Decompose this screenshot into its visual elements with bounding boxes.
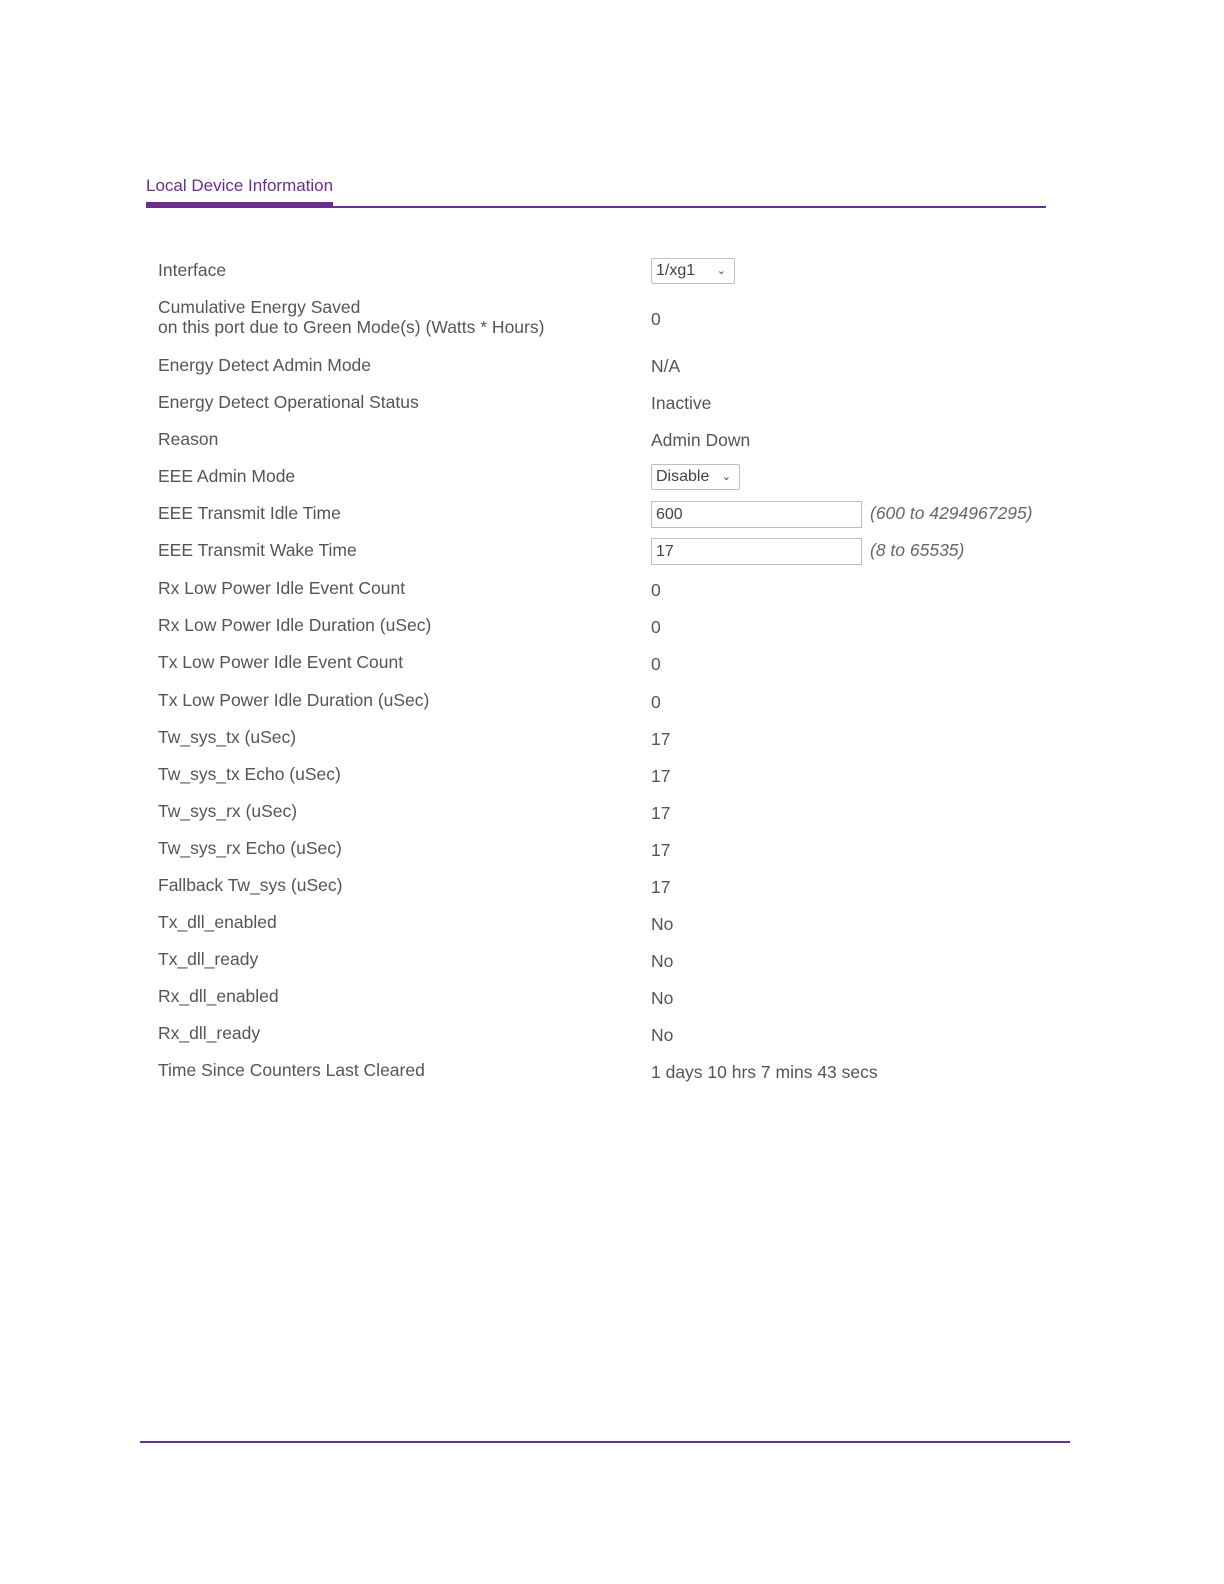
energy-detect-operational-status-label: Energy Detect Operational Status bbox=[158, 392, 419, 412]
cumulative-energy-label-line2: on this port due to Green Mode(s) (Watts * Hours) bbox=[158, 317, 545, 337]
row-rx-lpi-event-count bbox=[146, 536, 1046, 600]
tx-dll-ready-value: No bbox=[651, 951, 674, 971]
tx-dll-enabled-label: Tx_dll_enabled bbox=[158, 912, 277, 932]
eee-transmit-idle-time-hint: (600 to 4294967295) bbox=[870, 503, 1033, 523]
tw-sys-rx-label: Tw_sys_rx (uSec) bbox=[158, 801, 298, 821]
row-energy-detect-operational-status bbox=[146, 349, 1046, 413]
rx-lpi-duration-label: Rx Low Power Idle Duration (uSec) bbox=[158, 615, 432, 635]
rx-dll-ready-label: Rx_dll_ready bbox=[158, 1023, 261, 1043]
tw-sys-tx-echo-value: 17 bbox=[651, 766, 671, 786]
reason-label: Reason bbox=[158, 429, 219, 449]
row-reason bbox=[146, 386, 1046, 450]
local-device-information-panel bbox=[146, 174, 1046, 1082]
tw-sys-tx-value: 17 bbox=[651, 729, 671, 749]
interface-label: Interface bbox=[158, 260, 227, 280]
row-eee-admin-mode bbox=[146, 424, 1046, 486]
rx-lpi-event-count-label: Rx Low Power Idle Event Count bbox=[158, 578, 406, 598]
tx-lpi-duration-label: Tx Low Power Idle Duration (uSec) bbox=[158, 690, 430, 710]
row-tw-sys-tx bbox=[146, 686, 1046, 749]
energy-detect-admin-mode-value: N/A bbox=[651, 356, 681, 376]
reason-value: Admin Down bbox=[651, 430, 751, 450]
tx-lpi-event-count-label: Tx Low Power Idle Event Count bbox=[158, 652, 404, 672]
row-time-since-cleared bbox=[146, 1024, 1046, 1082]
chevron-down-icon: ⌄ bbox=[721, 471, 731, 483]
row-eee-transmit-idle-time bbox=[146, 461, 1046, 523]
rx-dll-enabled-value: No bbox=[651, 988, 674, 1008]
eee-admin-mode-label: EEE Admin Mode bbox=[158, 466, 296, 486]
time-since-cleared-value: 1 days 10 hrs 7 mins 43 secs bbox=[651, 1062, 878, 1082]
row-energy-detect-admin-mode bbox=[146, 309, 1046, 376]
tw-sys-tx-echo-label: Tw_sys_tx Echo (uSec) bbox=[158, 764, 341, 784]
row-tx-dll-enabled bbox=[146, 874, 1046, 934]
fallback-tw-sys-value: 17 bbox=[651, 877, 671, 897]
row-rx-dll-ready bbox=[146, 986, 1046, 1045]
chevron-down-icon: ⌄ bbox=[716, 265, 726, 277]
panel-title: Local Device Information bbox=[146, 176, 333, 206]
rx-lpi-event-count-value: 0 bbox=[651, 580, 661, 600]
eee-admin-mode-select-value: Disable bbox=[656, 468, 710, 485]
tw-sys-rx-echo-label: Tw_sys_rx Echo (uSec) bbox=[158, 838, 342, 858]
row-rx-dll-enabled bbox=[146, 949, 1046, 1008]
row-tx-lpi-duration bbox=[146, 649, 1046, 712]
row-tw-sys-rx-echo bbox=[146, 799, 1046, 860]
cumulative-energy-value: 0 bbox=[651, 309, 661, 329]
row-interface bbox=[146, 226, 1046, 280]
tw-sys-rx-echo-value: 17 bbox=[651, 840, 671, 860]
tw-sys-tx-label: Tw_sys_tx (uSec) bbox=[158, 727, 297, 747]
row-rx-lpi-duration bbox=[146, 574, 1046, 637]
rx-dll-enabled-label: Rx_dll_enabled bbox=[158, 986, 279, 1006]
cumulative-energy-label-line1: Cumulative Energy Saved bbox=[158, 297, 361, 317]
row-tw-sys-tx-echo bbox=[146, 724, 1046, 786]
row-tx-lpi-event-count bbox=[146, 611, 1046, 674]
tx-lpi-event-count-value: 0 bbox=[651, 654, 661, 674]
row-cumulative-energy bbox=[146, 264, 1046, 337]
eee-transmit-wake-time-label: EEE Transmit Wake Time bbox=[158, 540, 357, 560]
fallback-tw-sys-label: Fallback Tw_sys (uSec) bbox=[158, 875, 343, 895]
tx-dll-enabled-value: No bbox=[651, 914, 674, 934]
row-tx-dll-ready bbox=[146, 911, 1046, 971]
footer-divider bbox=[140, 1441, 1070, 1443]
energy-detect-admin-mode-label: Energy Detect Admin Mode bbox=[158, 355, 372, 375]
time-since-cleared-label: Time Since Counters Last Cleared bbox=[158, 1060, 425, 1080]
row-fallback-tw-sys bbox=[146, 836, 1046, 897]
eee-transmit-idle-time-label: EEE Transmit Idle Time bbox=[158, 503, 341, 523]
tx-lpi-duration-value: 0 bbox=[651, 692, 661, 712]
tx-dll-ready-label: Tx_dll_ready bbox=[158, 949, 259, 969]
row-eee-transmit-wake-time bbox=[146, 499, 1046, 560]
rx-dll-ready-value: No bbox=[651, 1025, 674, 1045]
eee-transmit-wake-time-hint: (8 to 65535) bbox=[870, 540, 965, 560]
row-tw-sys-rx bbox=[146, 761, 1046, 823]
energy-detect-operational-status-value: Inactive bbox=[651, 393, 712, 413]
rx-lpi-duration-value: 0 bbox=[651, 617, 661, 637]
interface-select-value: 1/xg1 bbox=[656, 262, 696, 279]
tw-sys-rx-value: 17 bbox=[651, 803, 671, 823]
panel-header bbox=[146, 174, 1046, 208]
